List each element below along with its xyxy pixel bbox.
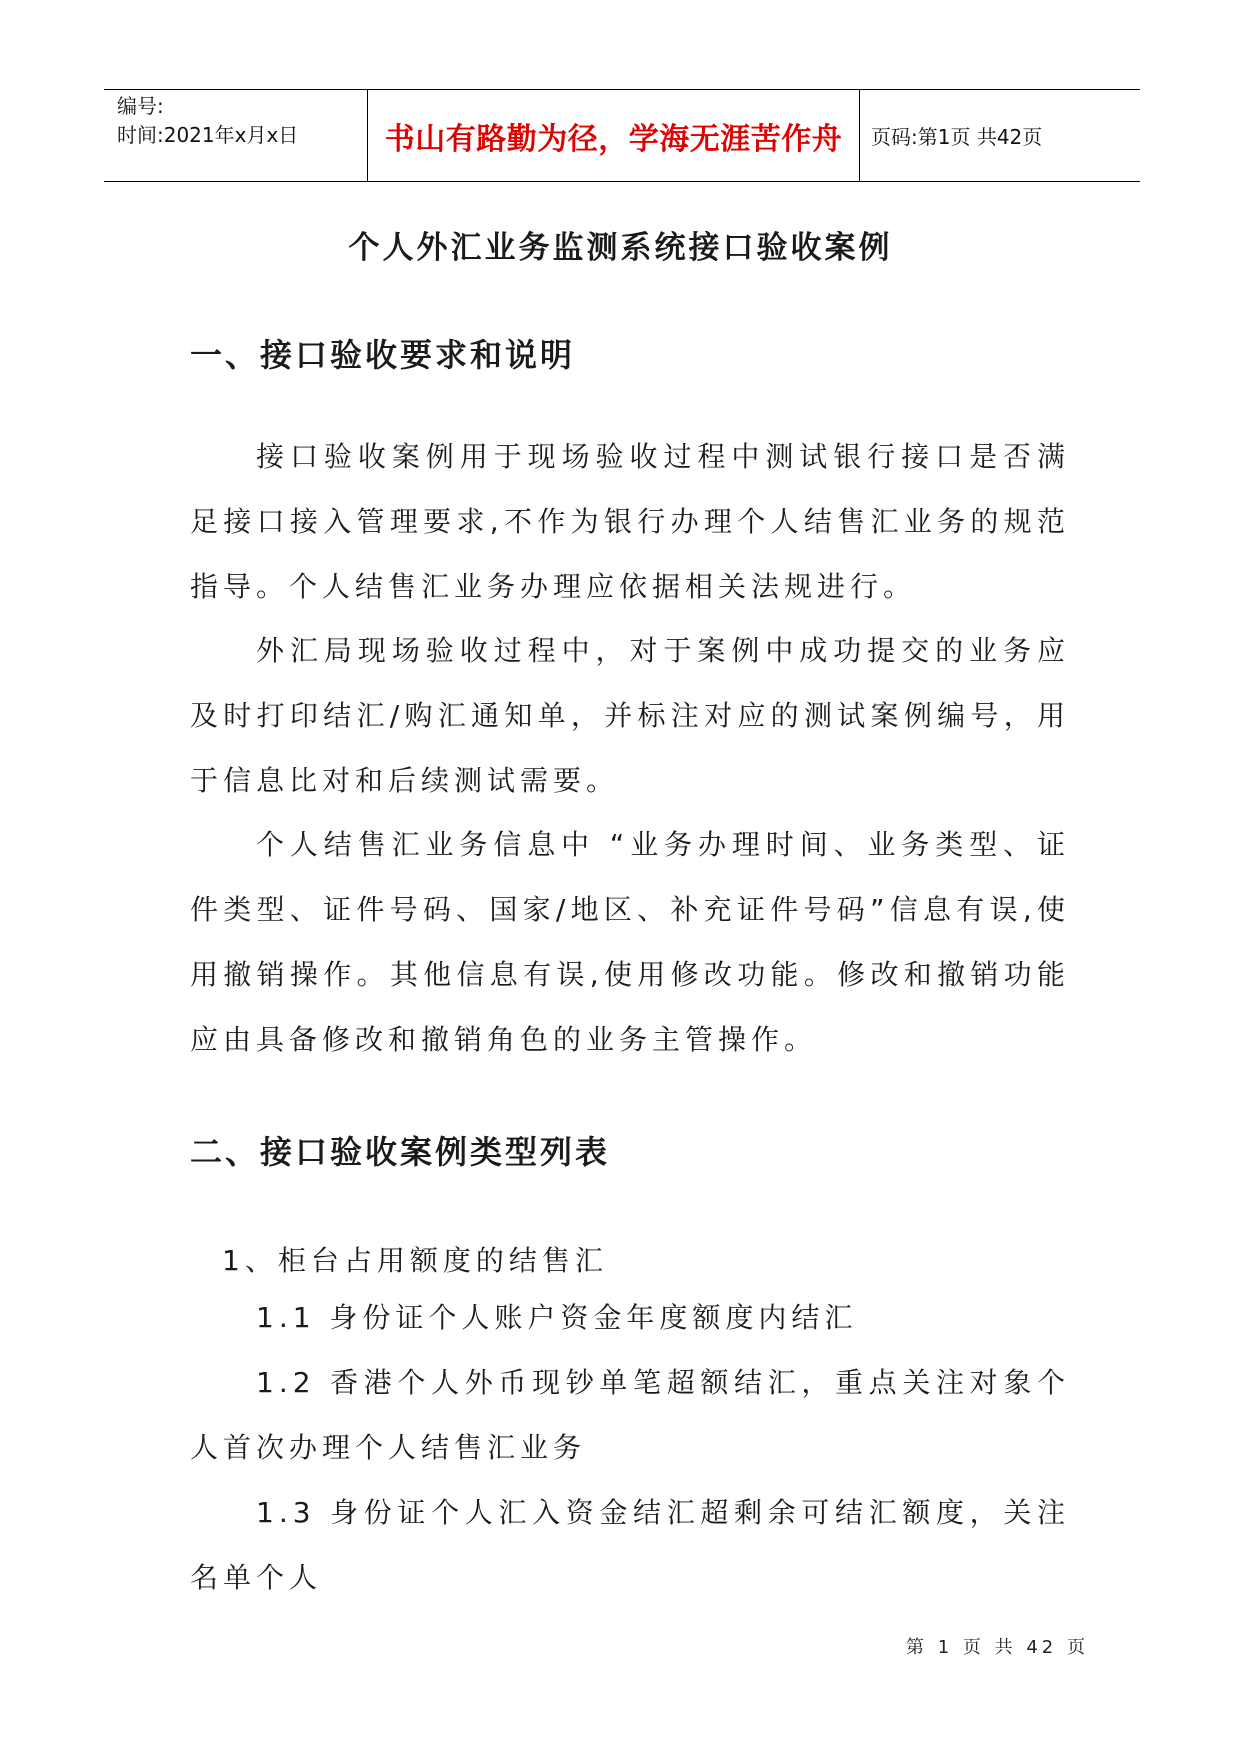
page-footer: 第 1 页 共 42 页 bbox=[906, 1637, 1089, 1658]
section-heading-requirements: 一、接口验收要求和说明 bbox=[190, 336, 576, 374]
paragraph: 外汇局现场验收过程中，对于案例中成功提交的业务应及时打印结汇/购汇通知单，并标注对应的测试案例编号，用于信息比对和后续测试需要。 bbox=[190, 634, 1070, 797]
list-subitem: 1.3 身份证个人汇入资金结汇超剩余可结汇额度，关注名单个人 bbox=[190, 1496, 1070, 1594]
paragraph: 个人结售汇业务信息中 “业务办理时间、业务类型、证件类型、证件号码、国家/地区、补充证件号码”信息有误,使用撤销操作。其他信息有误,使用修改功能。修改和撤销功能应由具备修改和撤销角色的业务主管操作。 bbox=[190, 828, 1070, 1056]
paragraph: 接口验收案例用于现场验收过程中测试银行接口是否满足接口接入管理要求,不作为银行办理个人结售汇业务的规范指导。个人结售汇业务办理应依据相关法规进行。 bbox=[190, 440, 1070, 603]
header-divider bbox=[859, 89, 860, 182]
list-subitem: 1.2 香港个人外币现钞单笔超额结汇，重点关注对象个人首次办理个人结售汇业务 bbox=[190, 1366, 1070, 1464]
serial-number-label: 编号: bbox=[117, 94, 164, 118]
header-page-info: 页码:第1页 共42页 bbox=[871, 125, 1043, 149]
list-item: 1、柜台占用额度的结售汇 bbox=[222, 1244, 608, 1277]
header-motto: 书山有路勤为径，学海无涯苦作舟 bbox=[384, 121, 843, 157]
section-heading-case-list: 二、接口验收案例类型列表 bbox=[190, 1133, 611, 1171]
header-meta bbox=[117, 92, 298, 150]
document-title: 个人外汇业务监测系统接口验收案例 bbox=[348, 230, 893, 266]
list-subitem: 1.1 身份证个人账户资金年度额度内结汇 bbox=[256, 1301, 858, 1334]
time-label: 时间:2021年x月x日 bbox=[117, 123, 299, 147]
